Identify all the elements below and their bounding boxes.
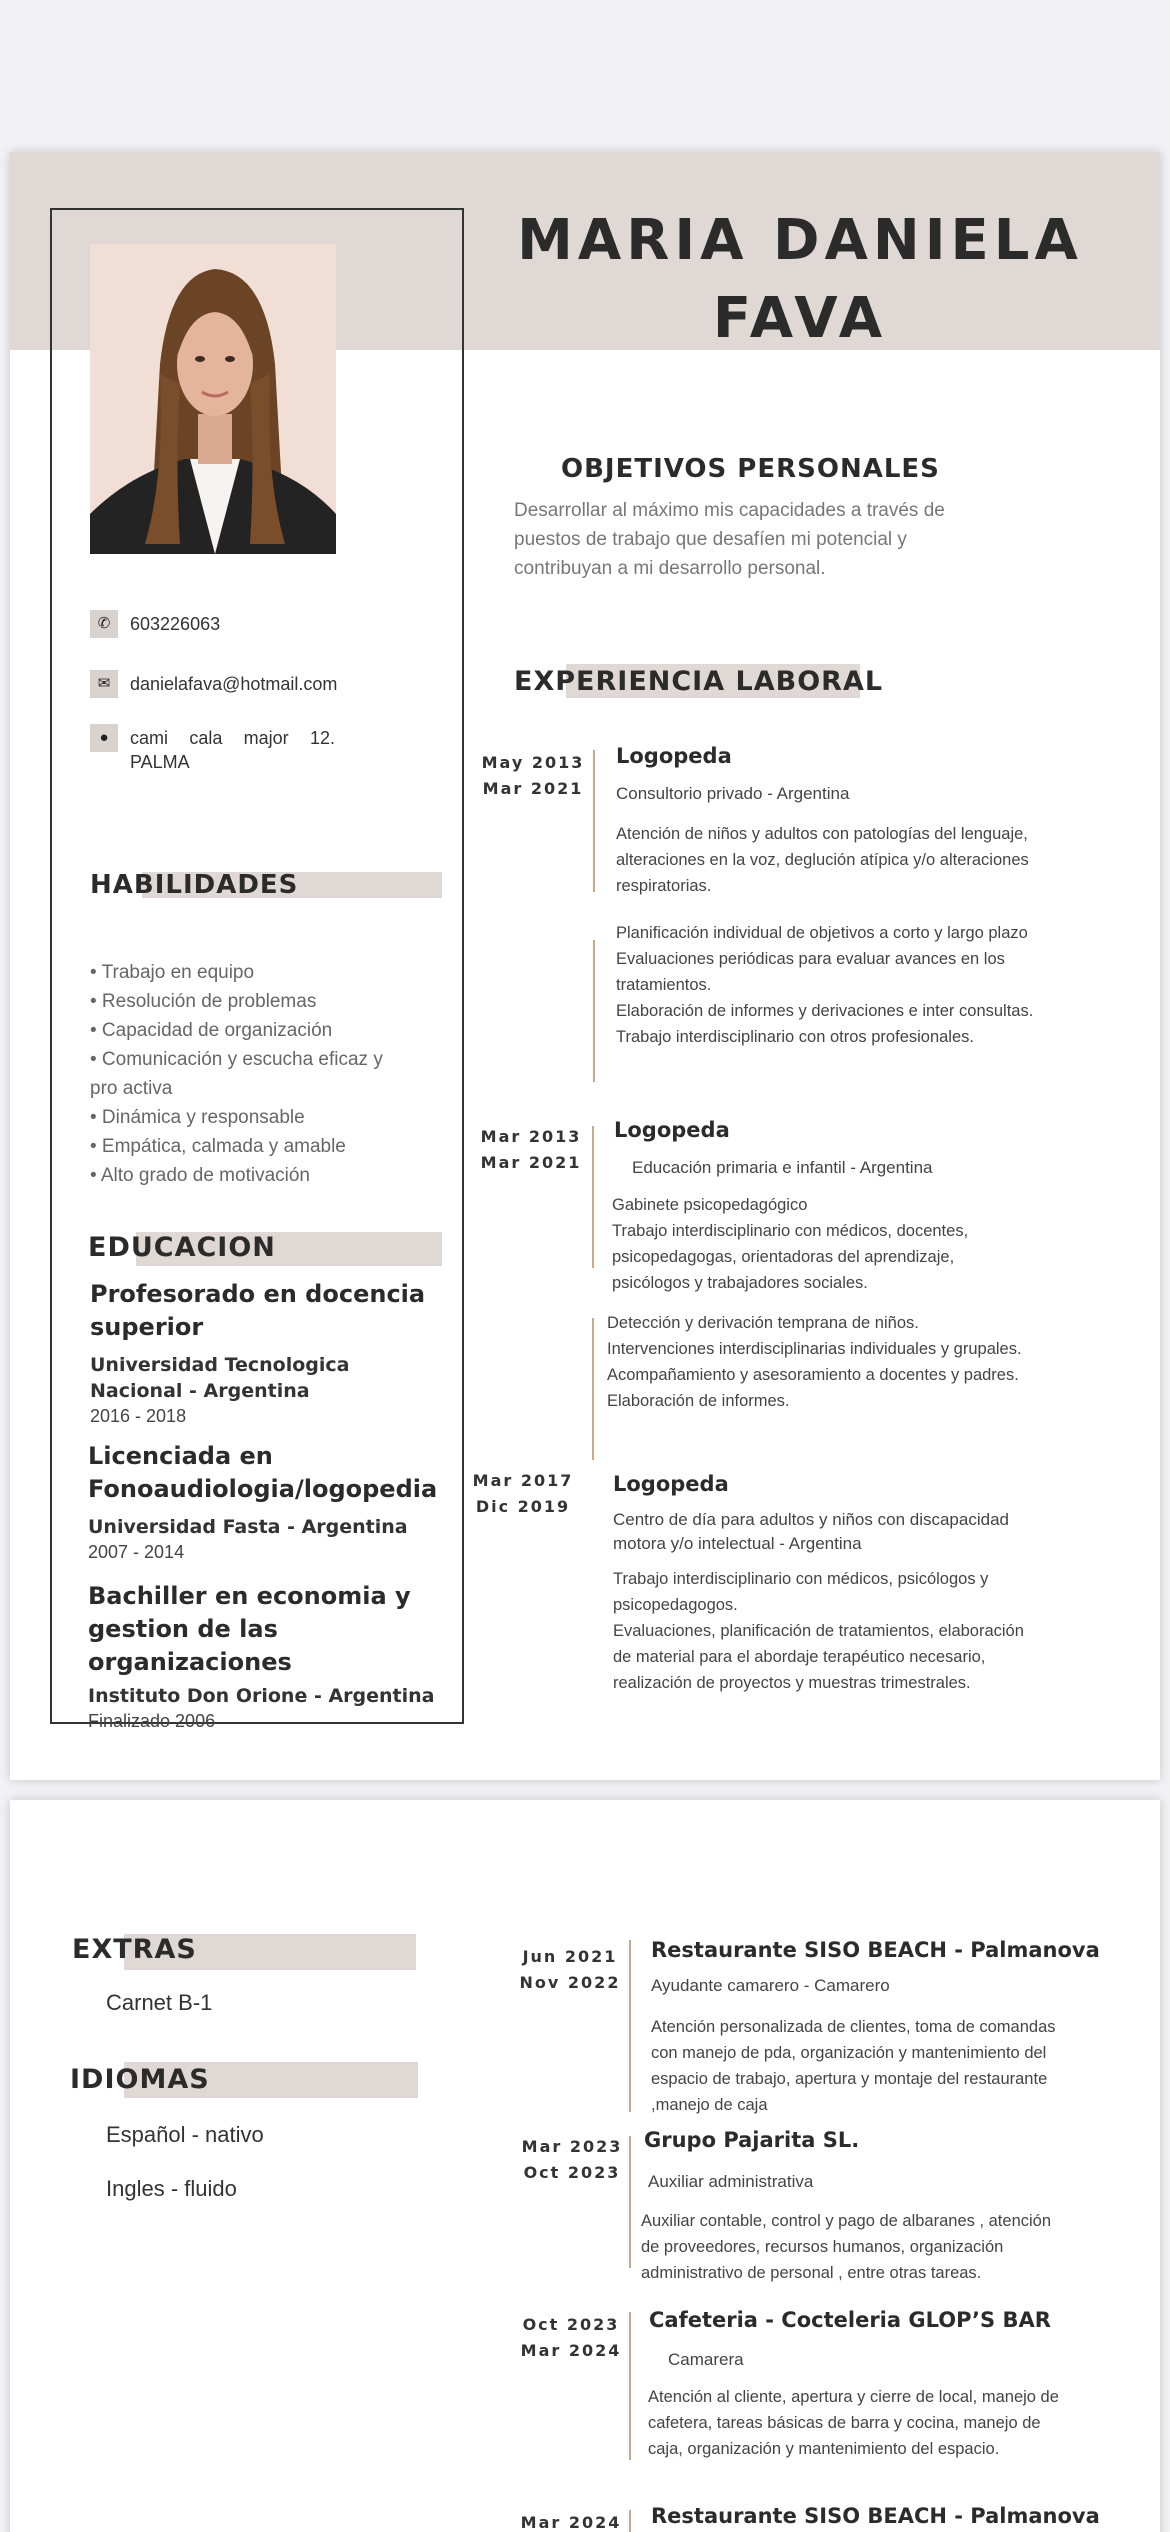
job-title: Logopeda (616, 744, 732, 768)
years: Finalizado 2006 (88, 1711, 216, 1731)
education-title: EDUCACION (88, 1232, 276, 1263)
years: 2007 - 2014 (88, 1542, 185, 1562)
job-description: Atención de niños y adultos con patologías del lenguaje, alteraciones en la voz, deglución atípica y/o alteraciones respiratorias. (616, 825, 1029, 895)
envelope-icon: ✉ (90, 670, 118, 698)
job-description: Trabajo interdisciplinario con médicos, psicólogos y psicopedagogos. Evaluaciones, planificación de tratamientos, elaboración de material para el abordaje terapéutico necesario, realización de proyectos y muestras trimestrales. (613, 1570, 1024, 1692)
skills-title: HABILIDADES (90, 870, 299, 900)
skill-item: • Alto grado de motivación (90, 1165, 311, 1186)
timeline-line (629, 1940, 631, 2112)
job-description: Planificación individual de objetivos a corto y largo plazo Evaluaciones periódicas para evaluar avances en los tratamientos. Elaboración de informes y derivaciones e inter consultas. Trabajo interdisciplinario con otros profesionales. (616, 924, 1034, 1046)
timeline-line (593, 940, 595, 1082)
resume-page-1 (10, 152, 1160, 1780)
timeline-line (592, 1126, 594, 1268)
contact-address (90, 724, 350, 784)
education-entry (90, 1278, 460, 1428)
job-role: Ayudante camarero - Camarero (651, 1976, 890, 1995)
institution: Nacional - Argentina (90, 1380, 310, 1402)
timeline-line (629, 2510, 631, 2532)
email-address[interactable]: danielafava@hotmail.com (130, 674, 338, 694)
experience-title: EXPERIENCIA LABORAL (514, 666, 884, 697)
job-title: Cafeteria - Cocteleria GLOP’S BAR (649, 2308, 1051, 2332)
degree-title: gestion de las organizaciones (88, 1615, 292, 1676)
extras-title: EXTRAS (72, 1934, 197, 1965)
job-dates: Mar 2017 Dic 2019 (472, 1471, 574, 1516)
degree-title: Licenciada en (88, 1442, 273, 1470)
skill-item: • Resolución de problemas (90, 991, 317, 1012)
job-title: Logopeda (614, 1118, 730, 1142)
job-title: Restaurante SISO BEACH - Palmanova (651, 1938, 1100, 1962)
languages-title: IDIOMAS (70, 2064, 210, 2095)
job-title: Grupo Pajarita SL. (644, 2128, 860, 2152)
phone-number[interactable]: 603226063 (130, 614, 221, 634)
skill-item: • Capacidad de organización (90, 1020, 333, 1041)
timeline-line (629, 2136, 631, 2268)
timeline-line (592, 1318, 594, 1460)
address-line-2: PALMA (130, 752, 190, 772)
resume-page-2 (10, 1800, 1160, 2532)
degree-title: superior (90, 1313, 204, 1341)
job-description: Atención personalizada de clientes, toma de comandas con manejo de pda, organización y mantenimiento del espacio de trabajo, apertura y montaje del restaurante ,manejo de caja (651, 2018, 1056, 2114)
job-title: Logopeda (613, 1472, 729, 1496)
institution: Universidad Fasta - Argentina (88, 1516, 408, 1538)
language-item: Ingles - fluido (106, 2176, 237, 2201)
skills-list (90, 958, 440, 1190)
language-item: Español - nativo (106, 2122, 264, 2147)
job-dates: Mar 2023 Oct 2023 (521, 2137, 623, 2182)
address-line-1: cami cala major 12. (130, 728, 335, 748)
institution: Instituto Don Orione - Argentina (88, 1685, 435, 1707)
job-title: Restaurante SISO BEACH - Palmanova (651, 2504, 1100, 2528)
skill-item: pro activa (90, 1078, 173, 1099)
job-company: Educación primaria e infantil - Argentina (632, 1158, 933, 1177)
skill-item: • Empática, calmada y amable (90, 1136, 346, 1157)
job-description: Gabinete psicopedagógico Trabajo interdisciplinario con médicos, docentes, psicopedagogas, orientadoras del aprendizaje, psicólogos y trabajadores sociales. (612, 1196, 969, 1292)
skill-item: • Trabajo en equipo (90, 962, 255, 983)
job-company: Centro de día para adultos y niños con discapacidad motora y/o intelectual - Argentina (613, 1510, 1009, 1553)
degree-title: Bachiller en economia y (88, 1582, 411, 1610)
education-entry (88, 1580, 458, 1733)
degree-title: Fonoaudiologia/logopedia (88, 1475, 438, 1503)
education-entry (88, 1440, 458, 1564)
job-description: Auxiliar contable, control y pago de albaranes , atención de proveedores, recursos humanos, organización administrativo de personal , entre otras tareas. (641, 2212, 1052, 2282)
job-role: Auxiliar administrativa (648, 2172, 814, 2191)
job-dates: Mar 2024 (520, 2513, 622, 2532)
objectives-text: Desarrollar al máximo mis capacidades a través de puestos de trabajo que desafíen mi potencial y contribuyan a mi desarrollo personal. (514, 500, 945, 579)
location-pin-icon: ● (90, 724, 118, 752)
skill-item: • Comunicación y escucha eficaz y (90, 1049, 383, 1070)
extra-item: Carnet B-1 (106, 1990, 213, 2015)
job-description: Detección y derivación temprana de niños. Intervenciones interdisciplinarias individuales y grupales. Acompañamiento y asesoramiento a docentes y padres. Elaboración de informes. (607, 1314, 1022, 1410)
job-dates: Jun 2021 Nov 2022 (519, 1947, 621, 1992)
job-dates: Mar 2013 Mar 2021 (480, 1127, 582, 1172)
profile-photo (90, 244, 336, 554)
job-dates: Oct 2023 Mar 2024 (520, 2315, 622, 2360)
job-company: Consultorio privado - Argentina (616, 784, 850, 803)
job-role: Camarera (668, 2350, 744, 2369)
job-dates: May 2013 Mar 2021 (481, 753, 585, 798)
degree-title: Profesorado en docencia (90, 1280, 426, 1308)
job-description: Atención al cliente, apertura y cierre de local, manejo de cafetera, tareas básicas de barra y cocina, manejo de caja, organización y mantenimiento del espacio. (648, 2388, 1059, 2458)
phone-icon: ✆ (90, 610, 118, 638)
years: 2016 - 2018 (90, 1406, 187, 1426)
objectives-title: OBJETIVOS PERSONALES (561, 454, 940, 484)
timeline-line (629, 2312, 631, 2460)
institution: Universidad Tecnologica (90, 1354, 350, 1376)
skill-item: • Dinámica y responsable (90, 1107, 305, 1128)
candidate-name: MARIA DANIELA FAVA (517, 208, 1083, 351)
timeline-line (593, 750, 595, 892)
